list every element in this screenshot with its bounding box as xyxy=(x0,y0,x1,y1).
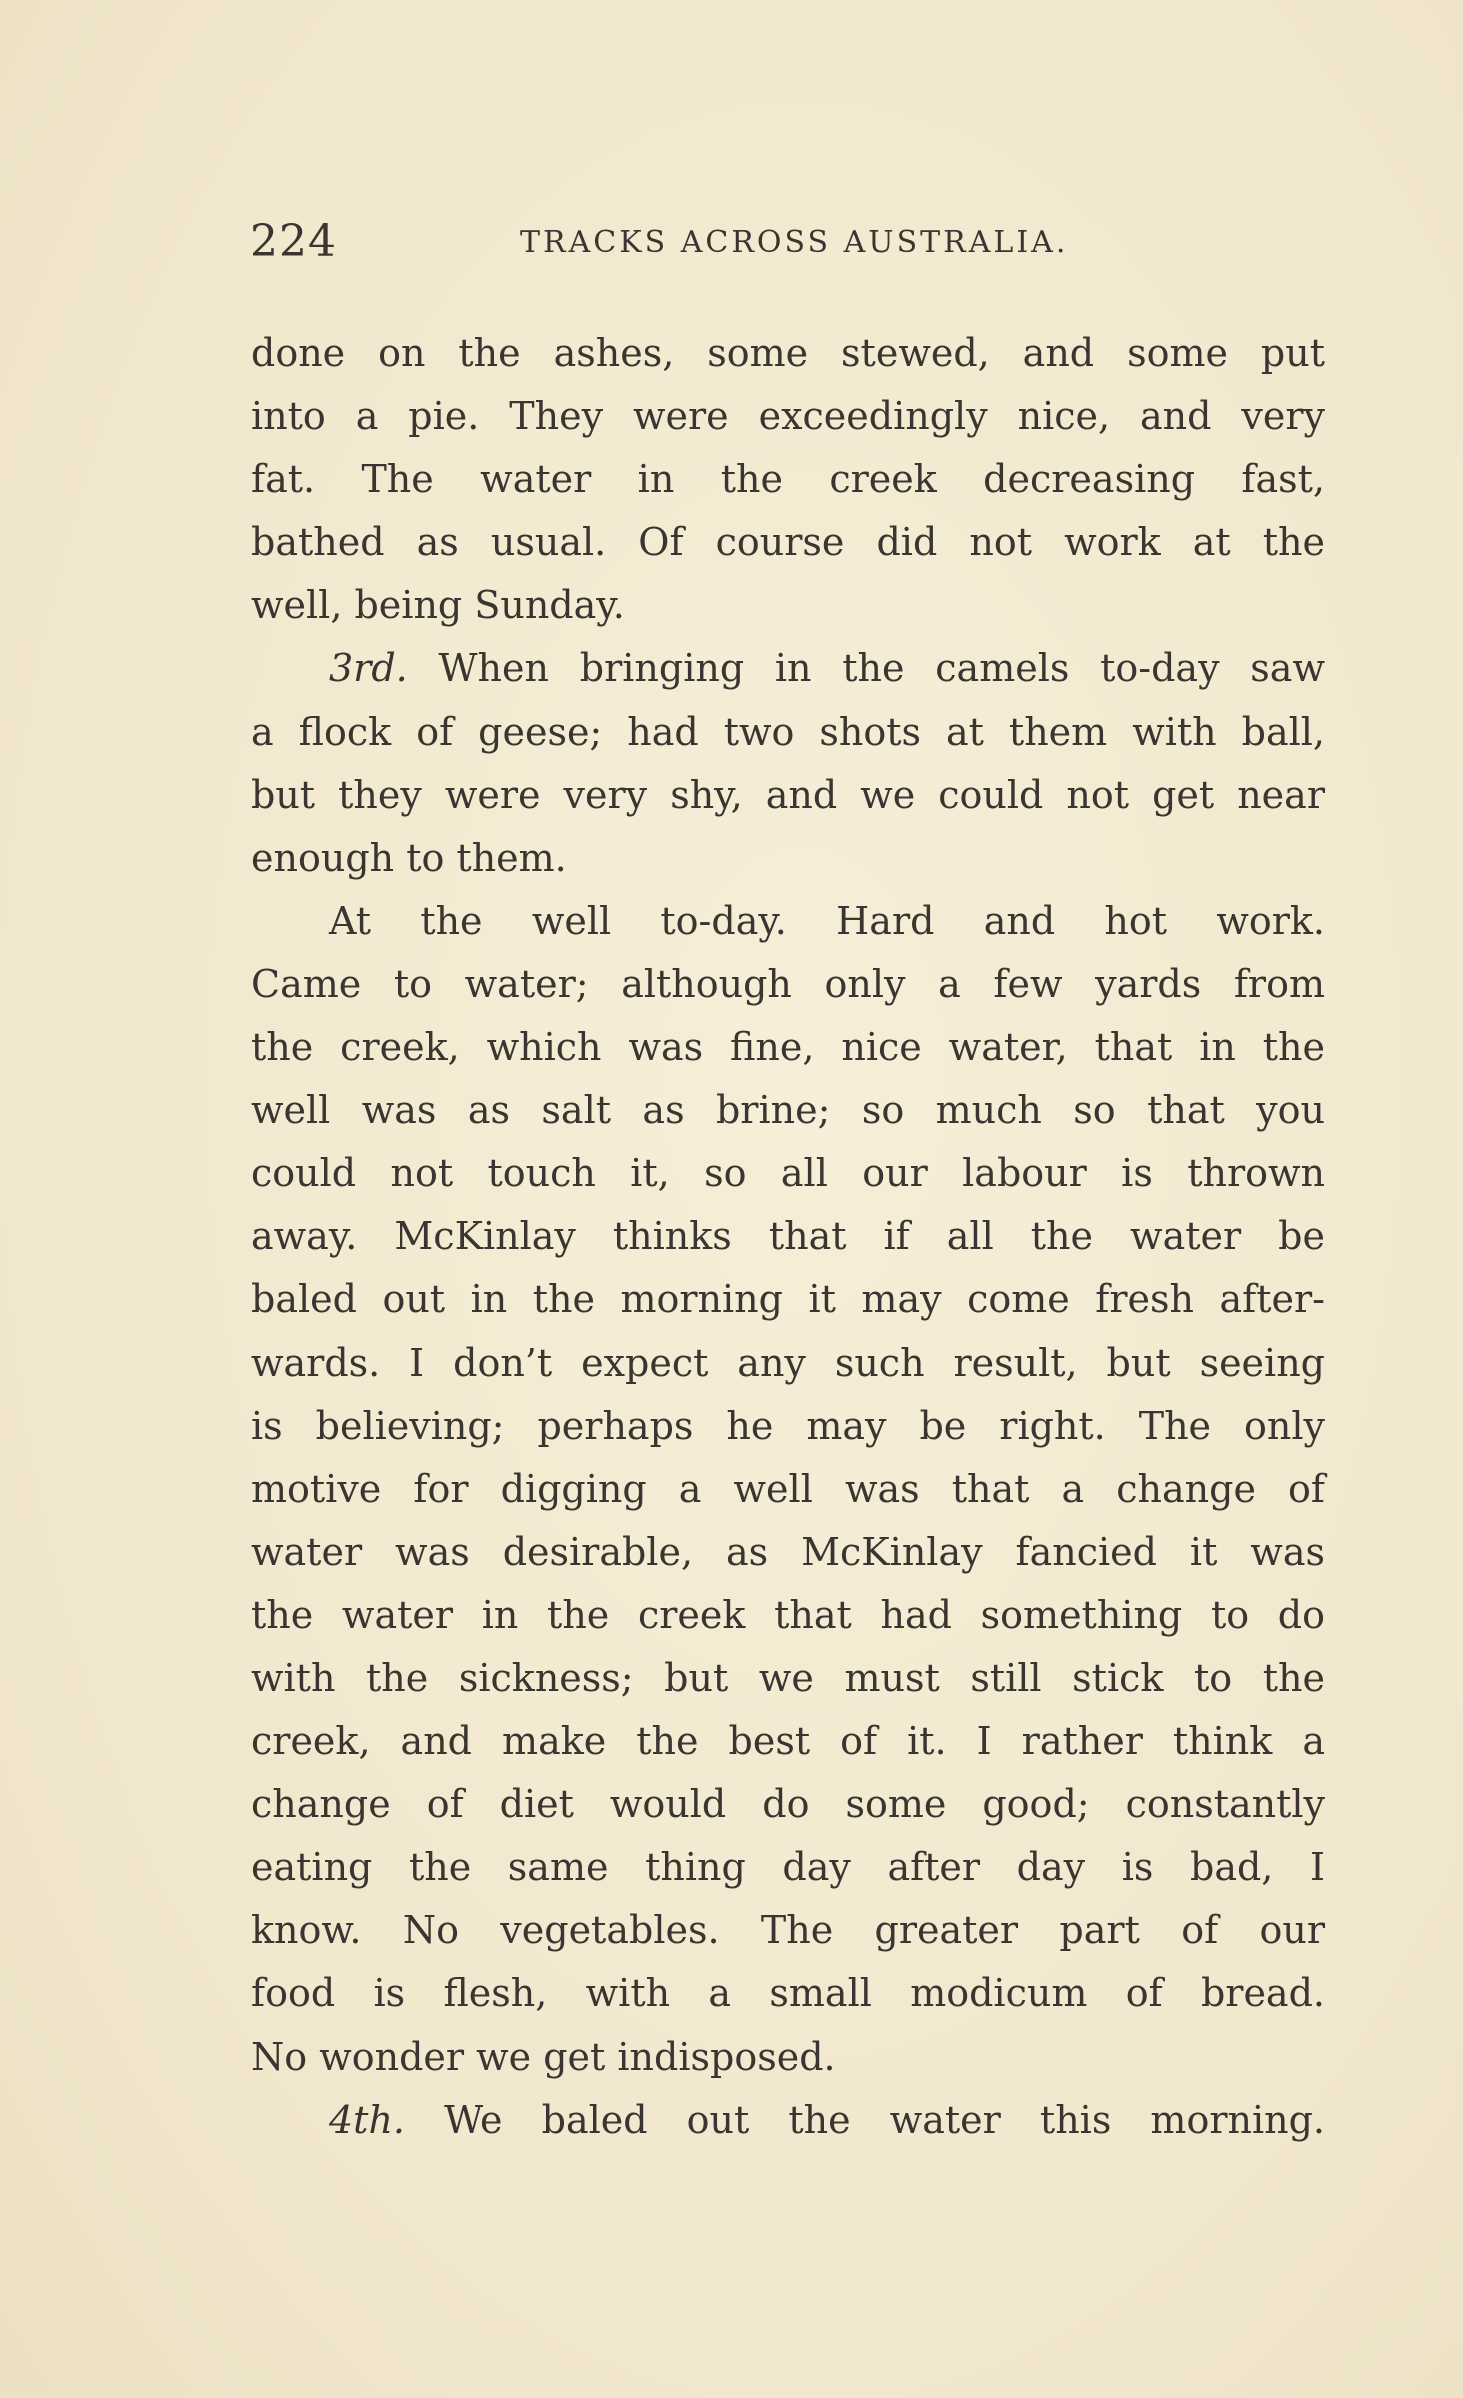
text-line xyxy=(251,953,1325,1016)
text-line-content xyxy=(329,890,1325,953)
running-title: TRACKS ACROSS AUSTRALIA. xyxy=(520,225,1069,260)
text-line xyxy=(251,1268,1325,1331)
text-line-content xyxy=(251,1016,1325,1079)
text-line-content xyxy=(251,1458,1325,1521)
line-text: well was as salt as brine; so much so that you xyxy=(251,1088,1325,1133)
line-text: know. No vegetables. The greater part of our xyxy=(251,1908,1325,1953)
text-line-content xyxy=(251,1205,1325,1268)
text-line xyxy=(251,2026,1325,2089)
line-text: Came to water; although only a few yards from xyxy=(251,961,1325,1006)
line-text: We baled out the water this morning. xyxy=(405,2097,1325,2142)
line-text: change of diet would do some good; constantly xyxy=(251,1782,1325,1827)
text-line xyxy=(251,511,1325,574)
text-line-content xyxy=(251,827,1325,890)
text-line-content xyxy=(251,1647,1325,1710)
line-text: done on the ashes, some stewed, and some put xyxy=(251,331,1325,375)
text-line xyxy=(251,1458,1325,1521)
line-text: the creek, which was fine, nice water, that in the xyxy=(251,1025,1325,1070)
text-line xyxy=(251,764,1325,827)
text-line-content xyxy=(251,764,1325,827)
text-line-content xyxy=(251,701,1325,764)
text-line xyxy=(251,701,1325,764)
text-line xyxy=(251,1016,1325,1079)
text-line xyxy=(251,890,1325,953)
text-line xyxy=(251,1584,1325,1647)
text-line-content xyxy=(251,1773,1325,1836)
text-line-content xyxy=(251,1836,1325,1899)
line-text: baled out in the morning it may come fresh after- xyxy=(251,1277,1325,1322)
line-text: enough to them. xyxy=(251,835,567,880)
text-line xyxy=(251,1899,1325,1962)
line-text: could not touch it, so all our labour is thrown xyxy=(251,1151,1325,1196)
text-line xyxy=(251,637,1325,700)
line-text: the water in the creek that had something to do xyxy=(251,1592,1325,1637)
text-line-content xyxy=(251,1142,1325,1205)
line-text: into a pie. They were exceedingly nice, and very xyxy=(251,394,1325,439)
text-line-content xyxy=(251,1332,1325,1395)
text-line-content xyxy=(251,1584,1325,1647)
text-line xyxy=(251,1710,1325,1773)
text-line-content xyxy=(329,2089,1325,2152)
line-text: with the sickness; but we must still stick to the xyxy=(251,1655,1325,1700)
line-text: away. McKinlay thinks that if all the water be xyxy=(251,1214,1325,1259)
text-line-content xyxy=(251,511,1325,574)
text-line-content xyxy=(251,448,1325,511)
running-head xyxy=(250,212,1325,272)
line-text: a flock of geese; had two shots at them with ball, xyxy=(251,709,1325,754)
text-line xyxy=(251,1395,1325,1458)
line-text: motive for digging a well was that a change of xyxy=(251,1466,1325,1511)
text-line xyxy=(251,1079,1325,1142)
text-line-content xyxy=(251,2026,1325,2089)
text-line-content xyxy=(251,953,1325,1016)
text-line-content xyxy=(329,637,1325,700)
line-text: wards. I don’t expect any such result, but seeing xyxy=(251,1340,1325,1385)
text-line xyxy=(251,1142,1325,1205)
text-line xyxy=(251,1332,1325,1395)
body-text xyxy=(251,322,1325,2152)
line-text: No wonder we get indisposed. xyxy=(251,2034,836,2079)
line-text: When bringing in the camels to-day saw xyxy=(407,646,1325,691)
line-text: At the well to-day. Hard and hot work. xyxy=(329,898,1325,943)
text-line xyxy=(251,2089,1325,2152)
line-text: creek, and make the best of it. I rather think a xyxy=(251,1719,1325,1764)
text-line-content xyxy=(251,1521,1325,1584)
line-text: food is flesh, with a small modicum of bread. xyxy=(251,1971,1325,2016)
line-text: bathed as usual. Of course did not work at the xyxy=(251,520,1325,565)
text-line-content xyxy=(251,1899,1325,1962)
text-line-content xyxy=(251,1395,1325,1458)
line-text: water was desirable, as McKinlay fancied it was xyxy=(251,1529,1325,1574)
text-line xyxy=(251,1521,1325,1584)
line-text: eating the same thing day after day is bad, I xyxy=(251,1845,1325,1890)
text-line-content xyxy=(251,1079,1325,1142)
text-line-content xyxy=(251,1268,1325,1331)
line-text: but they were very shy, and we could not get near xyxy=(251,772,1325,817)
text-line xyxy=(251,1962,1325,2025)
text-line xyxy=(251,448,1325,511)
page-number: 224 xyxy=(250,216,337,267)
text-line xyxy=(251,1836,1325,1899)
text-line xyxy=(251,574,1325,637)
text-line xyxy=(251,1647,1325,1710)
line-text: is believing; perhaps he may be right. The only xyxy=(251,1403,1325,1448)
text-line-content xyxy=(251,1962,1325,2025)
text-line xyxy=(251,827,1325,890)
text-line xyxy=(251,1205,1325,1268)
line-text: well, being Sunday. xyxy=(251,583,625,628)
entry-date: 4th. xyxy=(329,2097,405,2142)
text-line-content xyxy=(251,385,1325,448)
text-line xyxy=(251,385,1325,448)
text-line-content xyxy=(251,322,1325,385)
text-line xyxy=(251,1773,1325,1836)
text-line xyxy=(251,322,1325,385)
text-line-content xyxy=(251,1710,1325,1773)
line-text: fat. The water in the creek decreasing fast, xyxy=(251,457,1325,502)
entry-date: 3rd. xyxy=(329,646,408,691)
text-line-content xyxy=(251,574,1325,637)
